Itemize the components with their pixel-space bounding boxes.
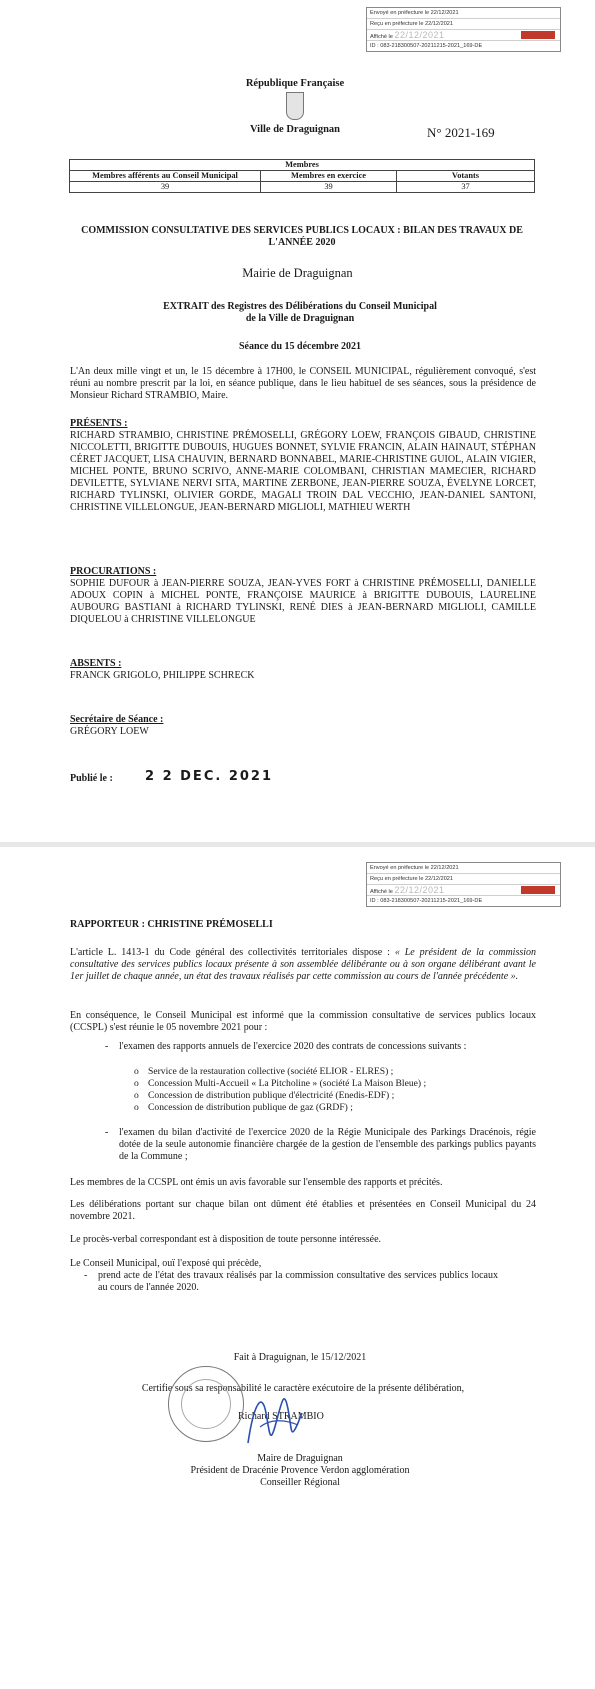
republique-title: République Française [245,78,345,89]
members-value-exercice: 39 [261,182,397,193]
signatory-title-2: Président de Dracénie Provence Verdon agglomération [190,1465,410,1476]
intro-paragraph: L'An deux mille vingt et un, le 15 décembre à 17H00, le CONSEIL MUNICIPAL, régulièrement convoqué, s'est réuni au nombre prescrit par la loi, en séance publique, dans le lieu habituel de ses séances, sous la présidence de Monsieur Richard STRAMBIO, Maire. [70,366,536,401]
absents-list: FRANCK GRIGOLO, PHILIPPE SCHRECK [70,670,255,681]
prefecture-stamp [366,7,561,52]
rapporteur: RAPPORTEUR : CHRISTINE PRÉMOSELLI [70,919,273,930]
members-header-afferents: Membres afférents au Conseil Municipal [70,171,261,182]
stamp-id: ID : 083-218300507-20211215-2021_169-DE [370,43,483,49]
members-table [69,159,535,193]
subitem-2: Concession Multi-Accueil « La Pitcholine » (société La Maison Bleue) ; [148,1078,427,1089]
city-coat-of-arms-icon [286,92,304,120]
consequence-paragraph: En conséquence, le Conseil Municipal est informé que la commission consultative de services publics locaux (CCSPL) s'est réunie le 05 novembre 2021 pour : [70,1010,536,1033]
stamp-sent: Envoyé en préfecture le 22/12/2021 [367,8,560,19]
page-1 [0,0,595,842]
berger-levrault-logo [521,886,555,894]
extrait-line-1: EXTRAIT des Registres des Délibérations du Conseil Municipal [163,301,437,312]
berger-levrault-logo [521,31,555,39]
prend-acte-paragraph: prend acte de l'état des travaux réalisés par la commission consultative des services publics locaux au cours de l'année 2020. [98,1270,498,1293]
signatory-title-3: Conseiller Régional [260,1477,340,1488]
prefecture-stamp-2 [366,862,561,907]
stamp-received: Reçu en préfecture le 22/12/2021 [367,874,560,885]
avis-paragraph: Les membres de la CCSPL ont émis un avis favorable sur l'ensemble des rapports et précités. [70,1177,443,1188]
mairie-title: Mairie de Draguignan [242,266,353,280]
secretaire-label: Secrétaire de Séance : [70,714,164,725]
members-header-exercice: Membres en exercice [261,171,397,182]
members-header-votants: Votants [397,171,535,182]
subitem-4: Concession de distribution publique de gaz (GRDF) ; [148,1102,353,1113]
conseil-paragraph: Le Conseil Municipal, ouï l'exposé qui précède, [70,1258,262,1269]
bullet-dash-3: - [84,1270,88,1281]
subitem-1: Service de la restauration collective (société ELIOR - ELRES) ; [148,1066,394,1077]
article-intro: L'article L. 1413-1 du Code général des collectivités territoriales dispose : [70,947,395,958]
signatory-title-1: Maire de Draguignan [257,1453,343,1464]
stamp-sent: Envoyé en préfecture le 22/12/2021 [367,863,560,874]
republique-francaise-seal-icon [168,1366,244,1442]
bullet-dash-2: - [105,1127,109,1138]
fait-a: Fait à Draguignan, le 15/12/2021 [233,1352,367,1363]
seance-date: Séance du 15 décembre 2021 [238,341,362,352]
members-table-title: Membres [70,160,535,171]
subject-title: COMMISSION CONSULTATIVE DES SERVICES PUBLICS LOCAUX : BILAN DES TRAVAUX DE L'ANNÉE 2020 [81,225,523,248]
stamp-posted-label: Affiché le [370,889,393,895]
handwritten-signature-icon [240,1383,310,1453]
item-examen-rapports: l'examen des rapports annuels de l'exercice 2020 des contrats de concessions suivants : [119,1041,467,1052]
presents-label: PRÉSENTS : [70,418,128,429]
presents-list: RICHARD STRAMBIO, CHRISTINE PRÉMOSELLI, GRÉGORY LOEW, FRANÇOIS GIBAUD, CHRISTINE NICCOLETTI, BRIGITTE DUBOUIS, HUGUES BONNET, SYLVIE FRANCIN, ALAIN HAINAUT, STÉPHAN CÉRET JACQUET, LISA CHAUVIN, BERNARD BONNABEL, MARIE-CHRISTINE GUIOL, ALAIN VIGIER, MICHEL PONTE, BRUNO SCRIVO, ANNE-MARIE COLOMBANI, CHRISTIAN MAMECIER, RICHARD DEVILETTE, SYLVIANE NERVI SITA, MARTINE ZERBONE, JEAN-PIERRE SOUZA, ÉVELYNE LORCET, RICHARD TYLINSKI, OLIVIER GORDE, MAGALI TROIN DAL VECCHIO, JEAN-DANIEL SANTONI, CHRISTINE VILLELONGUE, JEAN-BERNARD MIGLIOLI, MATHIEU WERTH [70,430,536,513]
procurations-list: SOPHIE DUFOUR à JEAN-PIERRE SOUZA, JEAN-YVES FORT à CHRISTINE PRÉMOSELLI, DANIELLE ADOUX COPIN à MICHEL PONTE, FRANÇOISE MAURICE à BRIGITTE DUBOUIS, LAURELINE AUBOURG BASTIANI à RICHARD TYLINSKI, RENÉ DIES à JEAN-BERNARD MIGLIOLI, CAMILLE DIQUELOU à CHRISTINE VILLELONGUE [70,578,536,625]
certifie-paragraph: Certifie sous sa responsabilité le caractère exécutoire de la présente délibération, [141,1383,465,1394]
stamp-received: Reçu en préfecture le 22/12/2021 [367,19,560,30]
stamp-posted [367,885,560,896]
deliberations-paragraph: Les délibérations portant sur chaque bilan ont dûment été établies et présentées en Conseil Municipal du 24 novembre 2021. [70,1199,536,1222]
stamp-posted [367,30,560,41]
sub-bullet-1: o [134,1066,139,1077]
bullet-dash-1: - [105,1041,109,1052]
extrait-line-2: de la Ville de Draguignan [245,313,355,324]
publie-date-stamp: 2 2 DEC. 2021 [145,769,274,784]
stamp-posted-date: 22/12/2021 [394,885,445,895]
sub-bullet-3: o [134,1090,139,1101]
stamp-posted-date: 22/12/2021 [394,30,445,40]
secretaire-name: GRÉGORY LOEW [70,726,149,737]
article-quote: « Le président de la commission consultative des services publics locaux présente à son assemblée délibérante ou à son organe délibérant avant le 1er juillet de chaque année, un état des travaux réalisés par cette commission au cours de l'année précédente ». [70,947,537,982]
sub-bullet-2: o [134,1078,139,1089]
signatory-name: Richard STRAMBIO [238,1411,324,1422]
procurations-label: PROCURATIONS : [70,566,157,577]
sub-bullet-4: o [134,1102,139,1113]
header-block [215,78,375,135]
subitem-3: Concession de distribution publique d'électricité (Enedis-EDF) ; [148,1090,395,1101]
ville-name: Ville de Draguignan [249,124,341,135]
article-paragraph [70,947,536,983]
publie-label: Publié le : [70,773,113,784]
members-value-votants: 37 [397,182,535,193]
deliberation-number: N° 2021-169 [427,125,495,140]
stamp-id: ID : 083-218300507-20211215-2021_169-DE [370,898,483,904]
item-examen-bilan: l'examen du bilan d'activité de l'exercice 2020 de la Régie Municipale des Parkings Dracénois, régie dotée de la seule autonomie financière chargée de la gestion de l'ensemble des parkings publics payants de la Commune ; [119,1127,536,1162]
stamp-posted-label: Affiché le [370,34,393,40]
proces-verbal-paragraph: Le procès-verbal correspondant est à disposition de toute personne intéressée. [70,1234,382,1245]
page-2 [0,847,595,1689]
members-value-afferents: 39 [70,182,261,193]
absents-label: ABSENTS : [70,658,122,669]
